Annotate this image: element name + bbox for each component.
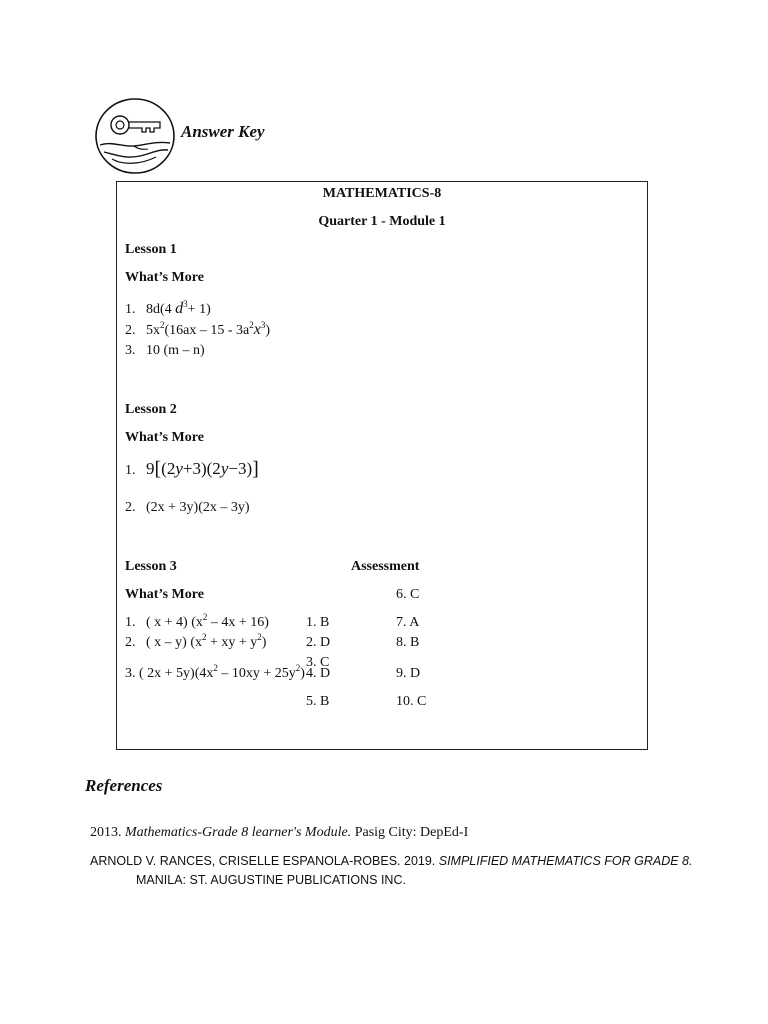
key-in-hand-icon	[94, 97, 176, 175]
lesson3-heading: Lesson 3	[125, 559, 177, 574]
subject-title: MATHEMATICS-8	[322, 186, 442, 201]
assessment-answer: 7. A	[396, 615, 420, 630]
lesson2-subheading: What’s More	[125, 430, 204, 445]
reference-2-publisher: MANILA: ST. AUGUSTINE PUBLICATIONS INC.	[136, 873, 406, 887]
reference-1: 2013. Mathematics-Grade 8 learner's Module. Pasig City: DepEd-I	[90, 825, 469, 840]
reference-2: ARNOLD V. RANCES, CRISELLE ESPANOLA-ROBES. 2019. SIMPLIFIED MATHEMATICS FOR GRADE 8.	[90, 854, 693, 868]
lesson2-heading: Lesson 2	[125, 402, 177, 417]
lesson3-item-3: 3. ( $2x + 5y)(4x^2 - 10xy + 25y^2)$	[125, 663, 305, 681]
lesson3-item-1: 1. ( x + 4) $(x^2 - 4x + 16)$	[125, 612, 269, 630]
assessment-answer: 9. D	[396, 666, 421, 681]
assessment-answer: 1. B	[306, 615, 330, 630]
lesson3-subheading: What’s More	[125, 587, 204, 602]
answer-key-title: Answer Key	[181, 122, 265, 141]
module-subtitle: Quarter 1 - Module 1	[318, 214, 446, 229]
assessment-answer: 8. B	[396, 635, 420, 650]
lesson2-item-2: 2. (2x + 3y)(2x – 3y)	[125, 500, 250, 515]
assessment-answer: 5. B	[306, 694, 330, 709]
assessment-answer: 2. D	[306, 635, 331, 650]
assessment-answer: 3. C	[306, 655, 330, 670]
lesson3-item-2: 2. ( x – y) ($x^2$ + xy + $y^2$)	[125, 632, 267, 650]
lesson1-item-1: 1. 8d(4 $d^3+ 1$)	[125, 299, 211, 317]
lesson1-item-2: 2. $5x^2(16ax - 15 - 3a^2x^3)$	[125, 320, 271, 338]
lesson1-heading: Lesson 1	[125, 242, 177, 257]
lesson2-item-1: 1. 9[(2y+3)(2y−3)]	[125, 458, 259, 480]
assessment-answer: 6. C	[396, 587, 420, 602]
assessment-answer: 10. C	[396, 694, 427, 709]
references-title: References	[85, 776, 163, 795]
lesson1-item-3: 3. 10 (m – n)	[125, 343, 205, 358]
lesson1-subheading: What’s More	[125, 270, 204, 285]
assessment-heading: Assessment	[351, 559, 420, 574]
assessment-answer: 4. D	[306, 666, 331, 681]
